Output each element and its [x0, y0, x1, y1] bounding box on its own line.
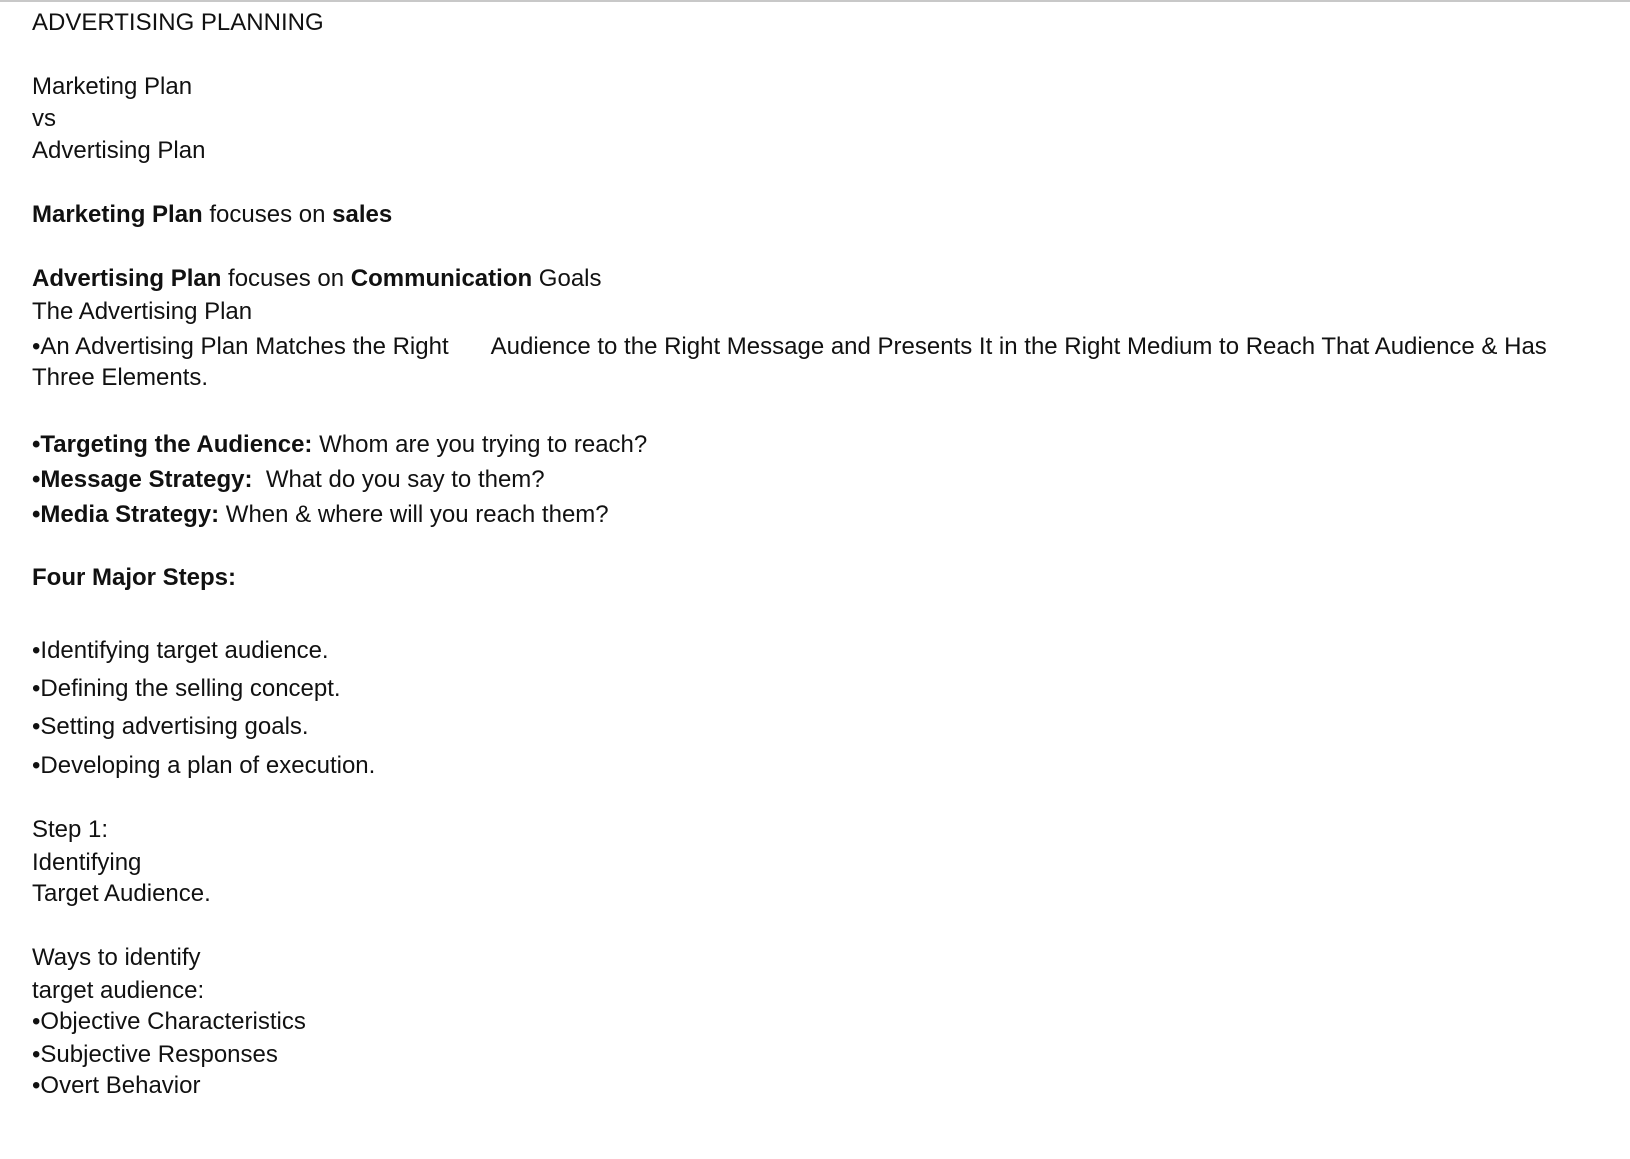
step-item: •Identifying target audience. — [32, 637, 329, 664]
advertising-plan-heading: The Advertising Plan — [32, 298, 253, 325]
element-item — [32, 430, 647, 460]
step-item: •Defining the selling concept. — [32, 675, 341, 702]
marketing-focus-middle: focuses on — [202, 201, 333, 228]
advertising-focus-middle: focuses on — [221, 265, 351, 292]
comparison-line-2: vs — [32, 105, 56, 132]
ways-item: •Overt Behavior — [32, 1072, 201, 1099]
advertising-focus-tail: Goals — [532, 265, 602, 292]
marketing-focus-subject: Marketing Plan — [32, 201, 203, 228]
intro-bullet-part-1: •An Advertising Plan Matches the Right — [32, 333, 449, 360]
comparison-line-1: Marketing Plan — [32, 73, 193, 100]
element-item — [32, 500, 609, 530]
marketing-focus-object: sales — [332, 201, 393, 228]
advertising-focus-subject: Advertising Plan — [32, 265, 222, 292]
ways-item: •Subjective Responses — [32, 1041, 278, 1068]
element-label: •Targeting the Audience: — [32, 431, 313, 458]
step1-line-1: Step 1: — [32, 816, 109, 843]
steps-heading: Four Major Steps: — [32, 564, 237, 591]
top-border-line — [0, 0, 1630, 2]
element-item — [32, 465, 545, 495]
advertising-focus-statement — [32, 264, 602, 294]
step-item: •Setting advertising goals. — [32, 713, 309, 740]
element-text: Whom are you trying to reach? — [312, 431, 648, 458]
step1-line-3: Target Audience. — [32, 880, 211, 907]
ways-item: •Objective Characteristics — [32, 1008, 306, 1035]
element-text: What do you say to them? — [252, 466, 545, 493]
step-item: •Developing a plan of execution. — [32, 752, 376, 779]
step1-line-2: Identifying — [32, 849, 142, 876]
element-label: •Message Strategy: — [32, 466, 253, 493]
comparison-line-3: Advertising Plan — [32, 137, 206, 164]
marketing-focus-statement — [32, 200, 392, 230]
element-label: •Media Strategy: — [32, 501, 220, 528]
ways-line-2: target audience: — [32, 977, 205, 1004]
intro-bullet-line-2: Three Elements. — [32, 364, 209, 391]
document-title: ADVERTISING PLANNING — [32, 9, 324, 36]
intro-bullet-line-1 — [32, 332, 1547, 362]
advertising-focus-object: Communication — [350, 265, 533, 292]
ways-line-1: Ways to identify — [32, 944, 201, 971]
intro-bullet-part-2: Audience to the Right Message and Presents It in the Right Medium to Reach That Audience & Has — [490, 333, 1547, 360]
element-text: When & where will you reach them? — [219, 501, 609, 528]
